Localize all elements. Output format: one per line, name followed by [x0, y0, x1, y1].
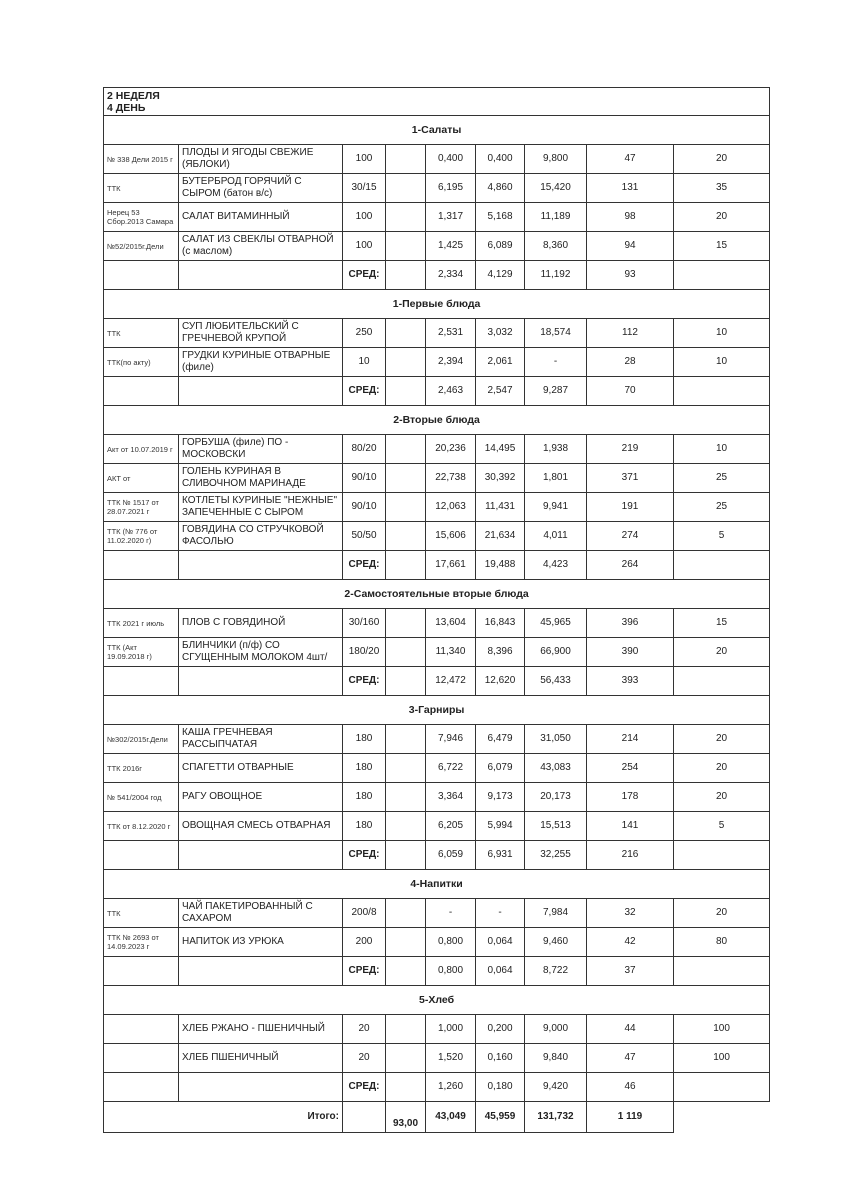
empty-cell [386, 1015, 426, 1044]
carbs-cell: 1,938 [525, 435, 587, 464]
average-row [104, 1073, 770, 1102]
kcal-cell: 131 [587, 174, 674, 203]
fat-cell: 0,200 [476, 1015, 525, 1044]
dish-name-cell: ОВОЩНАЯ СМЕСЬ ОТВАРНАЯ [179, 812, 343, 841]
weight-cell: 200 [343, 928, 386, 957]
fat-cell: 6,089 [476, 232, 525, 261]
recipe-ref-cell: ТТК(по акту) [104, 348, 179, 377]
fat-cell: 2,061 [476, 348, 525, 377]
extra-value-cell: 20 [674, 203, 770, 232]
avg-fat-cell: 2,547 [476, 377, 525, 406]
empty-cell [386, 174, 426, 203]
dish-name-cell: СУП ЛЮБИТЕЛЬСКИЙ С ГРЕЧНЕВОЙ КРУПОЙ [179, 319, 343, 348]
extra-value-cell: 10 [674, 319, 770, 348]
empty-cell [386, 754, 426, 783]
weight-cell: 100 [343, 203, 386, 232]
carbs-cell: 20,173 [525, 783, 587, 812]
avg-kcal-cell: 264 [587, 551, 674, 580]
fat-cell: 0,160 [476, 1044, 525, 1073]
empty-cell [674, 261, 770, 290]
carbs-cell: 9,840 [525, 1044, 587, 1073]
table-row [104, 725, 770, 754]
avg-protein-cell: 17,661 [426, 551, 476, 580]
table-row [104, 319, 770, 348]
empty-cell [104, 551, 179, 580]
carbs-cell: 11,189 [525, 203, 587, 232]
carbs-cell: 1,801 [525, 464, 587, 493]
recipe-ref-cell: ТТК (Акт 19.09.2018 г) [104, 638, 179, 667]
protein-cell: - [426, 899, 476, 928]
empty-cell [386, 551, 426, 580]
weight-cell: 180 [343, 783, 386, 812]
total-row [104, 1102, 770, 1133]
avg-kcal-cell: 93 [587, 261, 674, 290]
weight-cell: 180 [343, 725, 386, 754]
empty-cell [386, 957, 426, 986]
dish-name-cell: САЛАТ ВИТАМИННЫЙ [179, 203, 343, 232]
avg-carbs-cell: 9,420 [525, 1073, 587, 1102]
carbs-cell: 31,050 [525, 725, 587, 754]
extra-value-cell: 25 [674, 493, 770, 522]
average-label: СРЕД: [343, 551, 386, 580]
dish-name-cell: ХЛЕБ РЖАНО - ПШЕНИЧНЫЙ [179, 1015, 343, 1044]
fat-cell: 9,173 [476, 783, 525, 812]
section-title: 3-Гарниры [104, 696, 770, 725]
recipe-ref-cell [104, 1044, 179, 1073]
avg-carbs-cell: 9,287 [525, 377, 587, 406]
protein-cell: 22,738 [426, 464, 476, 493]
dish-name-cell: ГОЛЕНЬ КУРИНАЯ В СЛИВОЧНОМ МАРИНАДЕ [179, 464, 343, 493]
table-row [104, 783, 770, 812]
empty-cell [386, 1073, 426, 1102]
empty-cell [386, 1044, 426, 1073]
extra-value-cell: 5 [674, 522, 770, 551]
fat-cell: 0,400 [476, 145, 525, 174]
weight-cell: 250 [343, 319, 386, 348]
extra-value-cell: 10 [674, 348, 770, 377]
empty-cell [386, 435, 426, 464]
kcal-cell: 214 [587, 725, 674, 754]
protein-cell: 2,531 [426, 319, 476, 348]
extra-value-cell: 100 [674, 1015, 770, 1044]
table-row [104, 754, 770, 783]
weight-cell: 180/20 [343, 638, 386, 667]
empty-cell [386, 348, 426, 377]
empty-cell [386, 812, 426, 841]
kcal-cell: 178 [587, 783, 674, 812]
empty-cell [104, 377, 179, 406]
dish-name-cell: ЧАЙ ПАКЕТИРОВАННЫЙ С САХАРОМ [179, 899, 343, 928]
empty-cell [386, 522, 426, 551]
fat-cell: 6,079 [476, 754, 525, 783]
recipe-ref-cell: ТТК [104, 899, 179, 928]
empty-cell [674, 377, 770, 406]
section-header-row [104, 290, 770, 319]
empty-cell [104, 1073, 179, 1102]
extra-value-cell: 15 [674, 232, 770, 261]
avg-protein-cell: 2,463 [426, 377, 476, 406]
dish-name-cell: КАША ГРЕЧНЕВАЯ РАССЫПЧАТАЯ [179, 725, 343, 754]
kcal-cell: 191 [587, 493, 674, 522]
empty-cell [386, 609, 426, 638]
carbs-cell: 43,083 [525, 754, 587, 783]
extra-value-cell: 25 [674, 464, 770, 493]
average-label: СРЕД: [343, 957, 386, 986]
total-carbs-cell: 131,732 [525, 1102, 587, 1133]
weight-cell: 90/10 [343, 493, 386, 522]
weight-cell: 30/15 [343, 174, 386, 203]
protein-cell: 7,946 [426, 725, 476, 754]
extra-value-cell: 20 [674, 754, 770, 783]
empty-cell [386, 319, 426, 348]
carbs-cell: 7,984 [525, 899, 587, 928]
section-header-row [104, 986, 770, 1015]
weight-cell: 90/10 [343, 464, 386, 493]
protein-cell: 2,394 [426, 348, 476, 377]
table-row [104, 145, 770, 174]
total-fat-cell: 45,959 [476, 1102, 525, 1133]
protein-cell: 6,195 [426, 174, 476, 203]
fat-cell: 0,064 [476, 928, 525, 957]
avg-kcal-cell: 70 [587, 377, 674, 406]
empty-cell [179, 667, 343, 696]
weight-cell: 20 [343, 1044, 386, 1073]
avg-fat-cell: 12,620 [476, 667, 525, 696]
recipe-ref-cell: ТТК 2016г [104, 754, 179, 783]
average-label: СРЕД: [343, 261, 386, 290]
protein-cell: 0,800 [426, 928, 476, 957]
table-row [104, 638, 770, 667]
section-title: 2-Вторые блюда [104, 406, 770, 435]
total-kcal-cell: 1 119 [587, 1102, 674, 1133]
empty-cell [674, 957, 770, 986]
kcal-cell: 396 [587, 609, 674, 638]
dish-name-cell: ПЛОВ С ГОВЯДИНОЙ [179, 609, 343, 638]
avg-carbs-cell: 56,433 [525, 667, 587, 696]
empty-cell [674, 1073, 770, 1102]
header-row [104, 88, 770, 116]
fat-cell: 30,392 [476, 464, 525, 493]
section-header-row [104, 870, 770, 899]
fat-cell: 11,431 [476, 493, 525, 522]
average-label: СРЕД: [343, 841, 386, 870]
protein-cell: 12,063 [426, 493, 476, 522]
kcal-cell: 28 [587, 348, 674, 377]
empty-cell [343, 1102, 386, 1133]
kcal-cell: 254 [587, 754, 674, 783]
fat-cell: 14,495 [476, 435, 525, 464]
extra-value-cell: 20 [674, 638, 770, 667]
header-cell [104, 88, 770, 116]
table-row [104, 1044, 770, 1073]
average-row [104, 841, 770, 870]
empty-cell [386, 928, 426, 957]
carbs-cell: 9,460 [525, 928, 587, 957]
table-row [104, 928, 770, 957]
recipe-ref-cell: АКТ от [104, 464, 179, 493]
section-title: 5-Хлеб [104, 986, 770, 1015]
empty-cell [386, 899, 426, 928]
protein-cell: 1,000 [426, 1015, 476, 1044]
weight-cell: 50/50 [343, 522, 386, 551]
total-label: Итого: [104, 1102, 343, 1133]
extra-value-cell: 80 [674, 928, 770, 957]
recipe-ref-cell: № 541/2004 год [104, 783, 179, 812]
total-protein-cell: 43,049 [426, 1102, 476, 1133]
fat-cell: 21,634 [476, 522, 525, 551]
carbs-cell: 9,000 [525, 1015, 587, 1044]
fat-cell: 3,032 [476, 319, 525, 348]
recipe-ref-cell: №52/2015г.Дели [104, 232, 179, 261]
recipe-ref-cell: ТТК № 2693 от 14.09.2023 г [104, 928, 179, 957]
average-label: СРЕД: [343, 1073, 386, 1102]
carbs-cell: 66,900 [525, 638, 587, 667]
kcal-cell: 371 [587, 464, 674, 493]
dish-name-cell: ГОВЯДИНА СО СТРУЧКОВОЙ ФАСОЛЬЮ [179, 522, 343, 551]
kcal-cell: 390 [587, 638, 674, 667]
avg-protein-cell: 6,059 [426, 841, 476, 870]
protein-cell: 0,400 [426, 145, 476, 174]
fat-cell: 5,994 [476, 812, 525, 841]
empty-cell [179, 957, 343, 986]
kcal-cell: 42 [587, 928, 674, 957]
dish-name-cell: ПЛОДЫ И ЯГОДЫ СВЕЖИЕ (ЯБЛОКИ) [179, 145, 343, 174]
extra-value-cell: 15 [674, 609, 770, 638]
carbs-cell: 15,513 [525, 812, 587, 841]
empty-cell [386, 493, 426, 522]
average-label: СРЕД: [343, 377, 386, 406]
section-header-row [104, 406, 770, 435]
empty-cell [179, 1073, 343, 1102]
table-row [104, 174, 770, 203]
dish-name-cell: КОТЛЕТЫ КУРИНЫЕ "НЕЖНЫЕ" ЗАПЕЧЕННЫЕ С СЫРОМ [179, 493, 343, 522]
extra-value-cell: 35 [674, 174, 770, 203]
recipe-ref-cell: №302/2015г.Дели [104, 725, 179, 754]
table-row [104, 203, 770, 232]
avg-kcal-cell: 46 [587, 1073, 674, 1102]
weight-cell: 20 [343, 1015, 386, 1044]
kcal-cell: 47 [587, 1044, 674, 1073]
extra-value-cell: 20 [674, 783, 770, 812]
empty-cell [104, 261, 179, 290]
carbs-cell: 9,941 [525, 493, 587, 522]
section-title: 1-Первые блюда [104, 290, 770, 319]
table-row [104, 812, 770, 841]
kcal-cell: 219 [587, 435, 674, 464]
avg-carbs-cell: 4,423 [525, 551, 587, 580]
empty-cell [674, 551, 770, 580]
empty-cell [104, 667, 179, 696]
avg-carbs-cell: 8,722 [525, 957, 587, 986]
empty-cell [386, 203, 426, 232]
avg-fat-cell: 0,180 [476, 1073, 525, 1102]
avg-fat-cell: 0,064 [476, 957, 525, 986]
extra-value-cell: 5 [674, 812, 770, 841]
empty-cell [179, 551, 343, 580]
avg-kcal-cell: 216 [587, 841, 674, 870]
dish-name-cell: ГРУДКИ КУРИНЫЕ ОТВАРНЫЕ (филе) [179, 348, 343, 377]
carbs-cell: 15,420 [525, 174, 587, 203]
recipe-ref-cell: ТТК № 1517 от 28.07.2021 г [104, 493, 179, 522]
kcal-cell: 98 [587, 203, 674, 232]
avg-carbs-cell: 11,192 [525, 261, 587, 290]
dish-name-cell: ГОРБУША (филе) ПО - МОСКОВСКИ [179, 435, 343, 464]
empty-cell [386, 145, 426, 174]
fat-cell: 16,843 [476, 609, 525, 638]
kcal-cell: 44 [587, 1015, 674, 1044]
protein-cell: 1,317 [426, 203, 476, 232]
table-row [104, 493, 770, 522]
table-row [104, 232, 770, 261]
day-label: 4 ДЕНЬ [107, 101, 146, 114]
extra-value-cell: 20 [674, 145, 770, 174]
protein-cell: 11,340 [426, 638, 476, 667]
dish-name-cell: ХЛЕБ ПШЕНИЧНЫЙ [179, 1044, 343, 1073]
recipe-ref-cell [104, 1015, 179, 1044]
avg-protein-cell: 1,260 [426, 1073, 476, 1102]
recipe-ref-cell: ТТК [104, 174, 179, 203]
dish-name-cell: СПАГЕТТИ ОТВАРНЫЕ [179, 754, 343, 783]
empty-cell [386, 232, 426, 261]
avg-kcal-cell: 393 [587, 667, 674, 696]
carbs-cell: 9,800 [525, 145, 587, 174]
recipe-ref-cell: ТТК 2021 г июль [104, 609, 179, 638]
kcal-cell: 94 [587, 232, 674, 261]
empty-cell [386, 261, 426, 290]
extra-value-cell: 20 [674, 899, 770, 928]
empty-cell [179, 841, 343, 870]
dish-name-cell: НАПИТОК ИЗ УРЮКА [179, 928, 343, 957]
empty-cell [386, 667, 426, 696]
fat-cell: 5,168 [476, 203, 525, 232]
avg-protein-cell: 0,800 [426, 957, 476, 986]
average-row [104, 261, 770, 290]
avg-protein-cell: 2,334 [426, 261, 476, 290]
menu-table [103, 87, 770, 1133]
recipe-ref-cell: Нерец 53 Сбор.2013 Самара [104, 203, 179, 232]
empty-cell [674, 1102, 770, 1133]
weight-cell: 180 [343, 754, 386, 783]
weight-cell: 10 [343, 348, 386, 377]
fat-cell: 6,479 [476, 725, 525, 754]
avg-protein-cell: 12,472 [426, 667, 476, 696]
recipe-ref-cell: ТТК (№ 776 от 11.02.2020 г) [104, 522, 179, 551]
fat-cell: 8,396 [476, 638, 525, 667]
protein-cell: 3,364 [426, 783, 476, 812]
protein-cell: 13,604 [426, 609, 476, 638]
weight-cell: 180 [343, 812, 386, 841]
dish-name-cell: САЛАТ ИЗ СВЕКЛЫ ОТВАРНОЙ (с маслом) [179, 232, 343, 261]
carbs-cell: 8,360 [525, 232, 587, 261]
kcal-cell: 47 [587, 145, 674, 174]
carbs-cell: - [525, 348, 587, 377]
section-title: 1-Салаты [104, 116, 770, 145]
average-label: СРЕД: [343, 667, 386, 696]
total-price-cell: 93,00 [386, 1102, 426, 1133]
recipe-ref-cell: Акт от 10.07.2019 г [104, 435, 179, 464]
empty-cell [674, 841, 770, 870]
protein-cell: 20,236 [426, 435, 476, 464]
dish-name-cell: РАГУ ОВОЩНОЕ [179, 783, 343, 812]
table-row [104, 435, 770, 464]
weight-cell: 80/20 [343, 435, 386, 464]
fat-cell: - [476, 899, 525, 928]
recipe-ref-cell: № 338 Дели 2015 г [104, 145, 179, 174]
carbs-cell: 45,965 [525, 609, 587, 638]
weight-cell: 100 [343, 232, 386, 261]
empty-cell [386, 841, 426, 870]
carbs-cell: 4,011 [525, 522, 587, 551]
average-row [104, 957, 770, 986]
empty-cell [386, 464, 426, 493]
protein-cell: 1,425 [426, 232, 476, 261]
avg-fat-cell: 6,931 [476, 841, 525, 870]
weight-cell: 100 [343, 145, 386, 174]
protein-cell: 1,520 [426, 1044, 476, 1073]
kcal-cell: 274 [587, 522, 674, 551]
avg-kcal-cell: 37 [587, 957, 674, 986]
avg-carbs-cell: 32,255 [525, 841, 587, 870]
extra-value-cell: 10 [674, 435, 770, 464]
average-row [104, 551, 770, 580]
extra-value-cell: 100 [674, 1044, 770, 1073]
table-row [104, 609, 770, 638]
empty-cell [386, 783, 426, 812]
empty-cell [674, 667, 770, 696]
section-title: 2-Самостоятельные вторые блюда [104, 580, 770, 609]
weight-cell: 30/160 [343, 609, 386, 638]
empty-cell [386, 377, 426, 406]
avg-fat-cell: 19,488 [476, 551, 525, 580]
average-row [104, 377, 770, 406]
section-header-row [104, 696, 770, 725]
empty-cell [386, 725, 426, 754]
empty-cell [386, 638, 426, 667]
kcal-cell: 141 [587, 812, 674, 841]
fat-cell: 4,860 [476, 174, 525, 203]
table-row [104, 899, 770, 928]
weight-cell: 200/8 [343, 899, 386, 928]
dish-name-cell: БЛИНЧИКИ (п/ф) СО СГУЩЕННЫМ МОЛОКОМ 4шт/ [179, 638, 343, 667]
recipe-ref-cell: ТТК от 8.12.2020 г [104, 812, 179, 841]
protein-cell: 6,205 [426, 812, 476, 841]
kcal-cell: 32 [587, 899, 674, 928]
section-title: 4-Напитки [104, 870, 770, 899]
table-row [104, 464, 770, 493]
protein-cell: 15,606 [426, 522, 476, 551]
empty-cell [179, 261, 343, 290]
avg-fat-cell: 4,129 [476, 261, 525, 290]
average-row [104, 667, 770, 696]
empty-cell [104, 957, 179, 986]
empty-cell [104, 841, 179, 870]
section-header-row [104, 116, 770, 145]
protein-cell: 6,722 [426, 754, 476, 783]
dish-name-cell: БУТЕРБРОД ГОРЯЧИЙ С СЫРОМ (батон в/с) [179, 174, 343, 203]
table-row [104, 1015, 770, 1044]
carbs-cell: 18,574 [525, 319, 587, 348]
recipe-ref-cell: ТТК [104, 319, 179, 348]
empty-cell [179, 377, 343, 406]
section-header-row [104, 580, 770, 609]
table-row [104, 348, 770, 377]
table-row [104, 522, 770, 551]
kcal-cell: 112 [587, 319, 674, 348]
extra-value-cell: 20 [674, 725, 770, 754]
week-label: 2 НЕДЕЛЯ [107, 89, 160, 102]
